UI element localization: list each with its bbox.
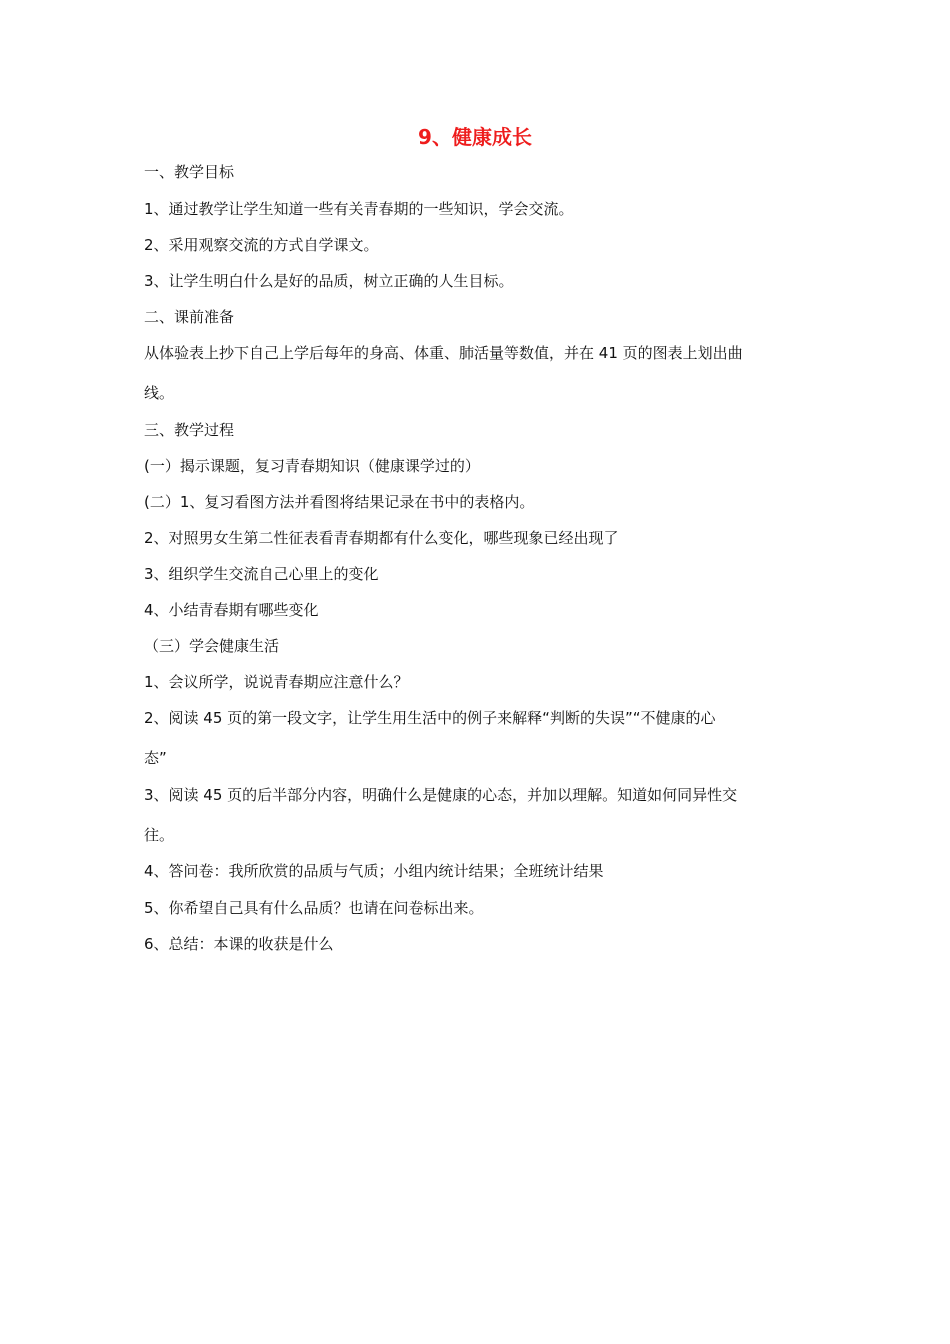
paragraph-line: 2、采用观察交流的方式自学课文。	[144, 236, 379, 254]
paragraph-line: 态”	[144, 749, 167, 767]
paragraph-line: 5、你希望自己具有什么品质？也请在问卷标出来。	[144, 899, 484, 917]
paragraph-line: 2、对照男女生第二性征表看青春期都有什么变化，哪些现象已经出现了	[144, 529, 619, 547]
paragraph-line: 往。	[144, 826, 175, 844]
paragraph-line: 3、组织学生交流自己心里上的变化	[144, 565, 379, 583]
paragraph-line: 4、答问卷：我所欣赏的品质与气质；小组内统计结果；全班统计结果	[144, 862, 604, 880]
paragraph-line: 2、阅读 45 页的第一段文字，让学生用生活中的例子来解释“判断的失误”“不健康的心	[144, 709, 716, 727]
paragraph-line: 4、小结青春期有哪些变化	[144, 601, 319, 619]
paragraph-line: 3、阅读 45 页的后半部分内容，明确什么是健康的心态，并加以理解。知道如何同异性交	[144, 786, 738, 804]
subsection-heading: （三）学会健康生活	[144, 637, 280, 655]
paragraph-line: 1、通过教学让学生知道一些有关青春期的一些知识，学会交流。	[144, 200, 574, 218]
section-heading-process: 三、教学过程	[144, 421, 235, 439]
document-title: 9、健康成长	[418, 125, 532, 149]
section-heading-preparation: 二、课前准备	[144, 308, 235, 326]
section-heading-objectives: 一、教学目标	[144, 163, 235, 181]
paragraph-line: 1、会议所学，说说青春期应注意什么？	[144, 673, 409, 691]
paragraph-line: (一）揭示课题，复习青春期知识（健康课学过的）	[144, 457, 480, 475]
paragraph-line: 6、总结：本课的收获是什么	[144, 935, 334, 953]
paragraph-line: 线。	[144, 384, 175, 402]
paragraph-line: 3、让学生明白什么是好的品质，树立正确的人生目标。	[144, 272, 514, 290]
paragraph-line: (二）1、复习看图方法并看图将结果记录在书中的表格内。	[144, 493, 535, 511]
paragraph-line: 从体验表上抄下自己上学后每年的身高、体重、肺活量等数值，并在 41 页的图表上划出曲	[144, 344, 743, 362]
